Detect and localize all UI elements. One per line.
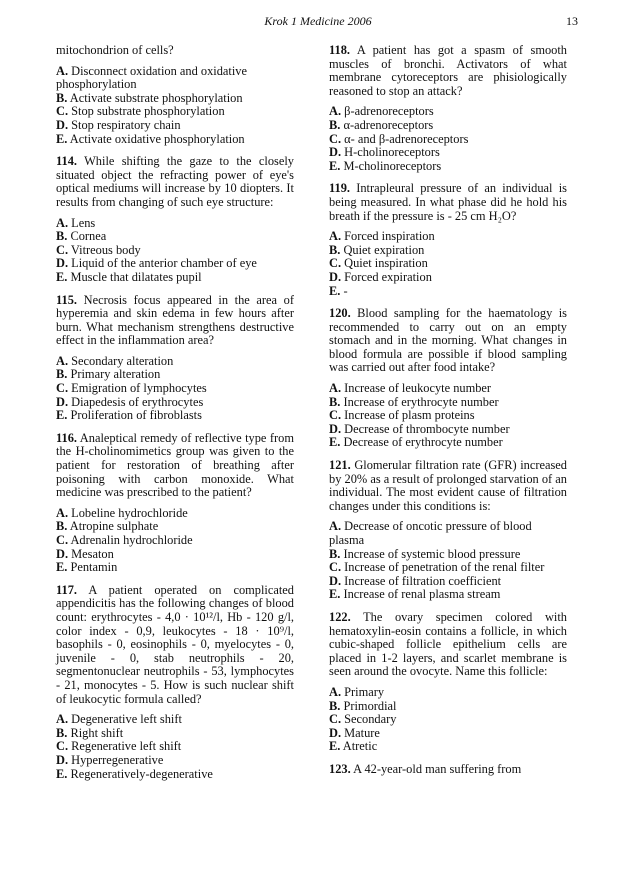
answer-letter: A. (329, 519, 342, 534)
answer-text: Activate oxidative phosphorylation (67, 131, 245, 146)
answer-letter: D. (329, 145, 342, 160)
answer-list (56, 713, 294, 781)
answer-text: Regeneratively-degenerative (67, 766, 213, 781)
answer-text: Increase of filtration coefficient (341, 573, 502, 588)
answer-option (329, 575, 567, 589)
question-text: Glomerular filtration rate (GFR) increased by 20% as a result of prolonged starvation of an individual. The most evident cause of filtration changes under this conditions is: (329, 458, 567, 513)
answer-text: Increase of systemic blood pressure (340, 546, 521, 561)
answer-text: Quiet inspiration (341, 256, 428, 271)
answer-text: Increase of penetration of the renal filter (341, 560, 545, 575)
answer-option (56, 230, 294, 244)
answer-option (329, 409, 567, 423)
answer-text: Vitreous body (68, 242, 141, 257)
answer-letter: E. (56, 560, 68, 575)
answer-text: β-adrenoreceptors (341, 104, 434, 119)
answer-text: Stop substrate phosphorylation (68, 104, 225, 119)
answer-letter: A. (329, 229, 342, 244)
answer-letter: E. (329, 283, 341, 298)
answer-letter: C. (56, 739, 69, 754)
answer-option (56, 409, 294, 423)
answer-letter: C. (56, 242, 69, 257)
answer-letter: C. (56, 381, 69, 396)
answer-option (56, 507, 294, 521)
question-number: 122. (329, 609, 351, 624)
answer-letter: D. (56, 546, 69, 561)
answer-text: Hyperregenerative (68, 752, 164, 767)
answer-text: Forced expiration (341, 269, 432, 284)
question-number: 121. (329, 458, 351, 473)
question-text: Analeptical remedy of reflective type from the H-cholinomimetics group was given to the patient for restoration of breathing after poisoning with carbon monoxide. What medicine was prescribed to the patient? (56, 430, 294, 500)
answer-letter: C. (329, 560, 342, 575)
answer-text: Increase of leukocyte number (341, 381, 492, 396)
answer-text: Stop respiratory chain (68, 117, 181, 132)
answer-option (329, 133, 567, 147)
question-number: 123. (329, 761, 351, 776)
answer-text: Pentamin (67, 560, 118, 575)
answer-list (329, 686, 567, 754)
answer-option (329, 105, 567, 119)
answer-option (56, 727, 294, 741)
answer-option (56, 368, 294, 382)
answer-letter: B. (56, 725, 68, 740)
answer-letter: D. (329, 573, 342, 588)
answer-option (329, 700, 567, 714)
answer-option (329, 727, 567, 741)
answer-letter: C. (56, 533, 69, 547)
answer-option (56, 257, 294, 271)
answer-list (56, 355, 294, 423)
answer-list (56, 65, 294, 147)
answer-text: H-cholinoreceptors (341, 145, 440, 160)
answer-option (329, 423, 567, 437)
answer-option (56, 382, 294, 396)
answer-option (329, 740, 567, 754)
question-text: The ovary specimen colored with hematoxylin-eosin contains a follicle, in which cubic-shaped follicle epithelium cells are placed in 1-2 layers, and scarlet membrane is seen around the ovocyte. Name this follicle: (329, 609, 567, 679)
question-117 (56, 584, 294, 706)
answer-text: Liquid of the anterior chamber of eye (68, 256, 257, 271)
answer-letter: C. (329, 256, 342, 271)
answer-text: Right shift (67, 725, 124, 740)
answer-text: Quiet expiration (340, 242, 425, 257)
answer-option (329, 146, 567, 160)
answer-letter: B. (329, 394, 341, 409)
question-text: Necrosis focus appeared in the area of hyperemia and skin edema in few hours after burn. What mechanism strengthens destructive effect in the inflammation area? (56, 292, 294, 348)
answer-letter: B. (329, 698, 341, 713)
question-text: A patient operated on complicated appendicitis has the following changes of blood count: erythrocytes - 4,0 · 10¹²/l, Hb - 120 g/l, color index - 0,9, leukocytes - 18 · 10⁹/l, basophils - 0, eosinophils - 0, myelocytes - 0, juvenile - 0, stab neutrophils - 20, segmentonuclear neutrophils - 53, lymphocytes - 21, monocytes - 5. How is such nuclear shift of leukocytic formula called? (56, 582, 294, 706)
answer-text: Decrease of erythrocyte number (340, 435, 503, 450)
question-119 (329, 182, 567, 223)
answer-text: Muscle that dilatates pupil (67, 269, 202, 284)
answer-option (329, 713, 567, 727)
answer-letter: D. (56, 752, 69, 767)
answer-letter: D. (56, 394, 69, 409)
answer-option (329, 119, 567, 133)
question-text: A patient has got a spasm of smooth muscles of bronchi. Activators of what membrane cytoreceptors are phisiologically reasoned to stop an attack? (329, 43, 567, 98)
question-123 (329, 763, 567, 777)
answer-text: Primordial (340, 698, 397, 713)
answer-letter: B. (56, 367, 68, 382)
answer-letter: E. (329, 435, 341, 450)
question-121 (329, 459, 567, 513)
answer-option (329, 561, 567, 575)
question-number: 120. (329, 306, 351, 321)
answer-text: Cornea (67, 229, 107, 244)
answer-letter: E. (56, 131, 68, 146)
question-number: 117. (56, 582, 77, 597)
left-column (56, 44, 294, 790)
right-column (329, 44, 567, 784)
answer-option (56, 561, 294, 575)
answer-option (329, 396, 567, 410)
running-title: Krok 1 Medicine 2006 (264, 14, 372, 28)
answer-text: Lobeline hydrochloride (68, 505, 188, 520)
answer-text: M-cholinoreceptors (340, 158, 442, 173)
answer-option (56, 768, 294, 782)
answer-option (329, 548, 567, 562)
answer-option (56, 754, 294, 768)
answer-letter: D. (329, 725, 342, 740)
answer-text: Degenerative left shift (68, 712, 182, 727)
answer-letter: D. (56, 256, 69, 271)
answer-list (56, 217, 294, 285)
question-text: While shifting the gaze to the closely situated object the refracting power of eye's optical mediums will increase by 10 diopters. It results from changing of such eye structure: (56, 154, 294, 209)
question-122 (329, 611, 567, 679)
answer-option (56, 271, 294, 285)
answer-letter: D. (329, 269, 342, 284)
answer-text: Increase of erythrocyte number (340, 394, 499, 409)
question-116 (56, 432, 294, 500)
answer-option (329, 285, 567, 299)
question-120 (329, 307, 567, 375)
answer-list (329, 382, 567, 450)
answer-option (56, 534, 294, 548)
page-number: 13 (566, 14, 578, 28)
answer-text: Disconnect oxidation and oxidative phosphorylation (56, 63, 247, 92)
answer-letter: B. (56, 519, 68, 534)
question-number: 116. (56, 430, 77, 445)
answer-letter: B. (329, 546, 341, 561)
answer-option (329, 244, 567, 258)
answer-text: Forced inspiration (341, 229, 435, 244)
answer-text: Decrease of thrombocyte number (341, 421, 510, 436)
question-continuation: mitochondrion of cells? (56, 43, 174, 57)
answer-letter: E. (56, 766, 68, 781)
answer-text: Atropine sulphate (67, 519, 159, 534)
answer-text: Diapedesis of erythrocytes (68, 394, 204, 409)
answer-text: - (340, 283, 348, 298)
answer-option (329, 520, 567, 547)
answer-list (56, 507, 294, 575)
answer-list (329, 520, 567, 602)
answer-letter: E. (56, 408, 68, 423)
answer-text: Atretic (340, 739, 378, 754)
answer-option (56, 396, 294, 410)
answer-option (329, 436, 567, 450)
answer-letter: A. (329, 381, 342, 396)
answer-option (329, 382, 567, 396)
answer-letter: E. (329, 158, 341, 173)
answer-text: Secondary (341, 712, 397, 727)
answer-option (56, 520, 294, 534)
answer-text: Primary (341, 684, 385, 699)
answer-letter: A. (329, 684, 342, 699)
answer-text: Mature (341, 725, 380, 740)
answer-text: Increase of plasm proteins (341, 408, 475, 423)
answer-option (56, 355, 294, 369)
answer-text: Emigration of lymphocytes (68, 381, 207, 396)
answer-option (56, 713, 294, 727)
answer-letter: C. (329, 131, 342, 146)
question-number: 115. (56, 292, 77, 307)
question-text: Intrapleural pressure of an individual is being measured. In what phase did he hold his breath if the pressure is - 25 cm H₂O? (329, 181, 567, 223)
answer-letter: A. (56, 712, 69, 727)
answer-option (56, 105, 294, 119)
answer-option (56, 65, 294, 92)
answer-letter: A. (56, 353, 69, 368)
question-text: A 42-year-old man suffering from (350, 761, 522, 776)
answer-letter: B. (56, 90, 68, 105)
answer-text: Primary alteration (67, 367, 161, 382)
question-text: Blood sampling for the haematology is recommended to carry out on an empty stomach and in the morning. What changes in blood formula are possible if blood sampling was carried out after food intake? (329, 306, 567, 375)
answer-letter: E. (56, 269, 68, 284)
question-number: 118. (329, 43, 350, 57)
answer-option (56, 92, 294, 106)
answer-option (329, 230, 567, 244)
answer-option (56, 548, 294, 562)
answer-list (329, 230, 567, 298)
question-115 (56, 294, 294, 348)
answer-text: Lens (68, 215, 96, 230)
answer-text: Mesaton (68, 546, 114, 561)
answer-option (329, 271, 567, 285)
answer-letter: A. (329, 104, 342, 119)
answer-letter: D. (56, 117, 69, 132)
question-number: 119. (329, 181, 350, 196)
answer-option (329, 160, 567, 174)
answer-option (56, 244, 294, 258)
answer-letter: D. (329, 421, 342, 436)
answer-option (56, 119, 294, 133)
answer-letter: A. (56, 215, 69, 230)
question-114 (56, 155, 294, 209)
answer-text: Regenerative left shift (68, 739, 182, 754)
answer-list (329, 105, 567, 173)
answer-text: Activate substrate phosphorylation (67, 90, 243, 105)
answer-option (56, 217, 294, 231)
answer-option (56, 740, 294, 754)
answer-letter: E. (329, 587, 341, 602)
answer-letter: A. (56, 505, 69, 520)
answer-text: Adrenalin hydrochloride (68, 533, 193, 547)
answer-text: α- and β-adrenoreceptors (341, 131, 469, 146)
answer-letter: B. (329, 242, 341, 257)
page-header (58, 14, 578, 30)
answer-text: Proliferation of fibroblasts (67, 408, 202, 423)
answer-option (329, 686, 567, 700)
answer-text: Secondary alteration (68, 353, 174, 368)
answer-letter: E. (329, 739, 341, 754)
answer-letter: B. (56, 229, 68, 244)
question-number: 114. (56, 154, 77, 169)
answer-letter: A. (56, 63, 69, 78)
answer-option (56, 133, 294, 147)
answer-text: Increase of renal plasma stream (340, 587, 501, 602)
answer-letter: C. (329, 408, 342, 423)
answer-option (329, 257, 567, 271)
answer-letter: C. (329, 712, 342, 727)
answer-option (329, 588, 567, 602)
answer-text: Decrease of oncotic pressure of blood plasma (329, 519, 532, 547)
question-118 (329, 44, 567, 98)
answer-letter: C. (56, 104, 69, 119)
answer-letter: B. (329, 117, 341, 132)
answer-text: α-adrenoreceptors (340, 117, 434, 132)
